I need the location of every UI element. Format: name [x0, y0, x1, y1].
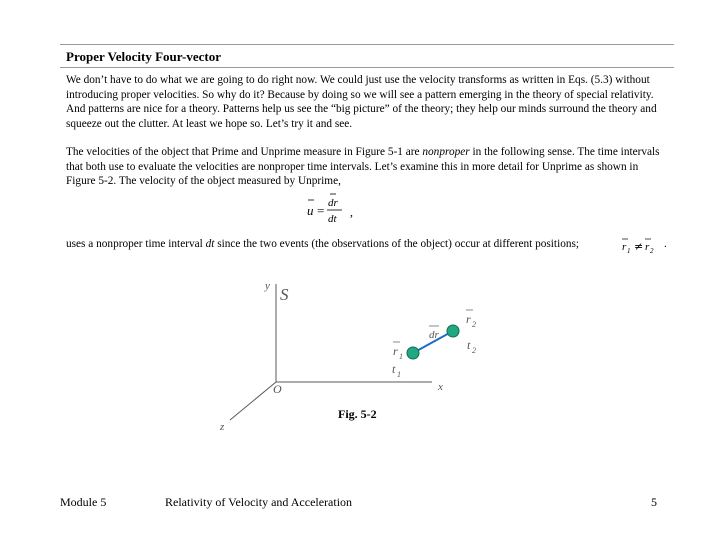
eq-numerator: dr	[328, 197, 338, 209]
footer-module: Module 5	[60, 495, 107, 509]
figure-caption: Fig. 5-2	[338, 407, 377, 421]
paragraph-positions-text-1: uses a nonproper time interval	[66, 238, 206, 250]
velocity-equation	[302, 193, 362, 227]
r1-label: r	[393, 344, 398, 358]
r2-label: r	[466, 312, 471, 326]
dr-label: dr	[429, 329, 439, 341]
footer-title: Relativity of Velocity and Acceleration	[165, 495, 353, 509]
paragraph-nonproper	[66, 145, 670, 189]
r1-label-sub: 1	[399, 352, 403, 361]
dt-term: dt	[205, 238, 215, 250]
ineq-r1: r	[622, 241, 627, 253]
r2-label-sub: 2	[472, 320, 476, 329]
t2-label: t	[467, 338, 471, 352]
eq-comma: ,	[350, 205, 353, 219]
eq-equals: =	[317, 203, 325, 218]
paragraph-intro: We don’t have to do what we are going to do right now. We could just use the velocity transforms as written in Eqs. (5.3) without introducing proper velocities. So why do it? Because by doing so we will see a pattern emerging in the theory of special relativity. And patterns are nice for a theory. Patterns help us see the “big picture” of the theory; they help our minds surround the theory and squeeze out the clutter. At least we hope so. Let’s try it and see.	[66, 74, 657, 130]
eq-denominator: dt	[328, 213, 337, 225]
eq-lhs-u: u	[307, 203, 314, 218]
paragraph-positions-text-2: since the two events (the observations of the object) occur at different positions;	[214, 238, 580, 250]
paragraph-nonproper-text-2: in the following sense. The time intervals that both use to evaluate the velocities are nonproper time intervals. Let’s examine this in more detail for Unprime as shown in Figure 5-2. The velocity of the object measured by Unprime,	[66, 146, 660, 188]
z-axis-label: z	[220, 421, 225, 433]
z-axis	[230, 382, 276, 420]
position-inequality	[620, 233, 660, 257]
figure-5-2	[200, 270, 520, 440]
x-axis-label: x	[438, 381, 443, 393]
footer-page-number: 5	[651, 495, 657, 509]
paragraph-positions	[66, 238, 579, 250]
origin-label: O	[273, 382, 282, 396]
y-axis-label: y	[265, 280, 270, 292]
nonproper-emphasis: nonproper	[422, 146, 470, 158]
header-bottom-rule	[60, 67, 674, 68]
ineq-r2: r	[645, 241, 650, 253]
t2-label-sub: 2	[472, 346, 476, 355]
ineq-neq: ≠	[634, 240, 644, 253]
point-r1	[407, 347, 419, 359]
ineq-r1-sub: 1	[627, 247, 631, 255]
header-top-rule	[60, 44, 674, 45]
t1-label-sub: 1	[397, 370, 401, 379]
paragraph-nonproper-text-1: The velocities of the object that Prime and Unprime measure in Figure 5-1 are	[66, 146, 423, 158]
ineq-r2-sub: 2	[650, 247, 654, 255]
t1-label: t	[392, 362, 396, 376]
page-title: Proper Velocity Four-vector	[66, 49, 221, 64]
inequality-period: .	[664, 238, 667, 250]
point-r2	[447, 325, 459, 337]
frame-label-s: S	[280, 285, 289, 304]
